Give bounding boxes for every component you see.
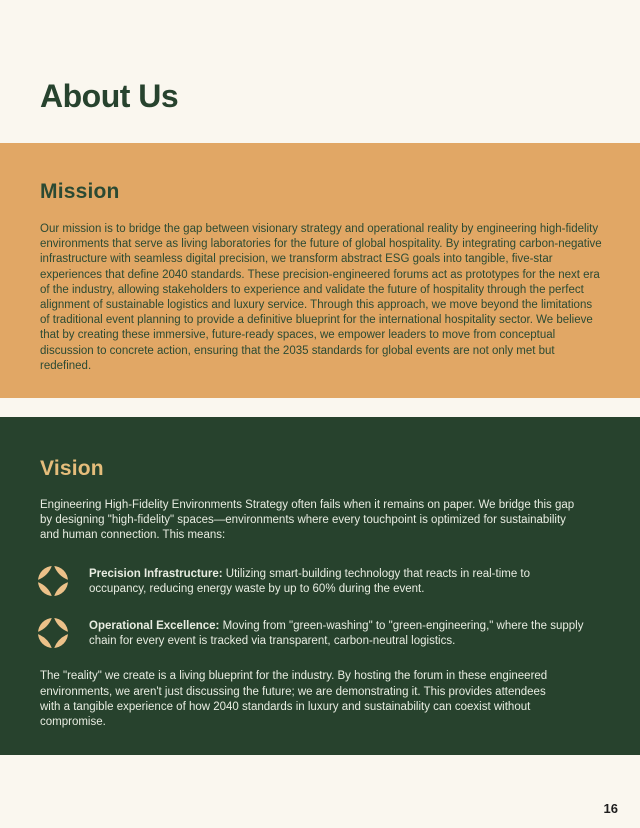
vision-section — [0, 417, 640, 755]
vision-bullet-precision-infrastructure — [40, 565, 600, 597]
bullet-label: Operational Excellence: — [89, 620, 220, 633]
bullet-text — [89, 617, 584, 649]
page-footer — [0, 755, 640, 828]
bullet-description: Moving from "green-washing" to "green-engineering," where the supply chain for every event is tracked via transparent, carbon-neutral logistics. — [89, 620, 584, 648]
vision-closing-text: The "reality" we create is a living blueprint for the industry. By hosting the forum in these engineered environments, we aren't just discussing the future; we are demonstrating it. This provides attendees with a tangible experience of how 2040 standards in luxury and sustainability can coexist without compromise. — [40, 670, 548, 729]
mission-section — [0, 143, 640, 398]
vision-intro-text: Engineering High-Fidelity Environments Strategy often fails when it remains on paper. We bridge this gap by designing "high-fidelity" spaces—environments where every touchpoint is optimized for sustainability and human connection. This means: — [40, 499, 575, 542]
section-divider — [0, 398, 640, 417]
vision-heading: Vision — [40, 457, 104, 480]
bullet-description: Utilizing smart-building technology that reacts in real-time to occupancy, reducing energy waste by up to 60% during the event. — [89, 567, 531, 595]
bullet-label: Precision Infrastructure: — [89, 567, 223, 580]
page-title: About Us — [40, 78, 179, 114]
page-header — [0, 0, 640, 143]
vision-bullet-list — [40, 565, 600, 650]
petal-compass-icon — [38, 618, 68, 648]
vision-bullet-operational-excellence — [40, 617, 600, 649]
bullet-text — [89, 565, 584, 597]
mission-heading: Mission — [40, 180, 120, 203]
mission-body-text: Our mission is to bridge the gap between visionary strategy and operational reality by engineering high-fidelity environments that serve as living laboratories for the future of global hospitality. By integrating carbon-negative infrastructure with seamless digital precision, we transform abstract ESG goals into tangible, five-star experiences that define 2040 standards. These precision-engineered forums act as prototypes for the next era of the industry, allowing stakeholders to experience and validate the future of hospitality through the perfect alignment of sustainable logistics and luxury service. Through this approach, we move beyond the limitations of traditional event planning to provide a definitive blueprint for the international hospitality sector. We believe that by creating these immersive, future-ready spaces, we empower leaders to move from conceptual discussion to concrete action, ensuring that the 2035 standards for global events are not only met but redefined. — [40, 223, 602, 372]
petal-compass-icon — [38, 566, 68, 596]
page-number: 16 — [603, 801, 618, 816]
